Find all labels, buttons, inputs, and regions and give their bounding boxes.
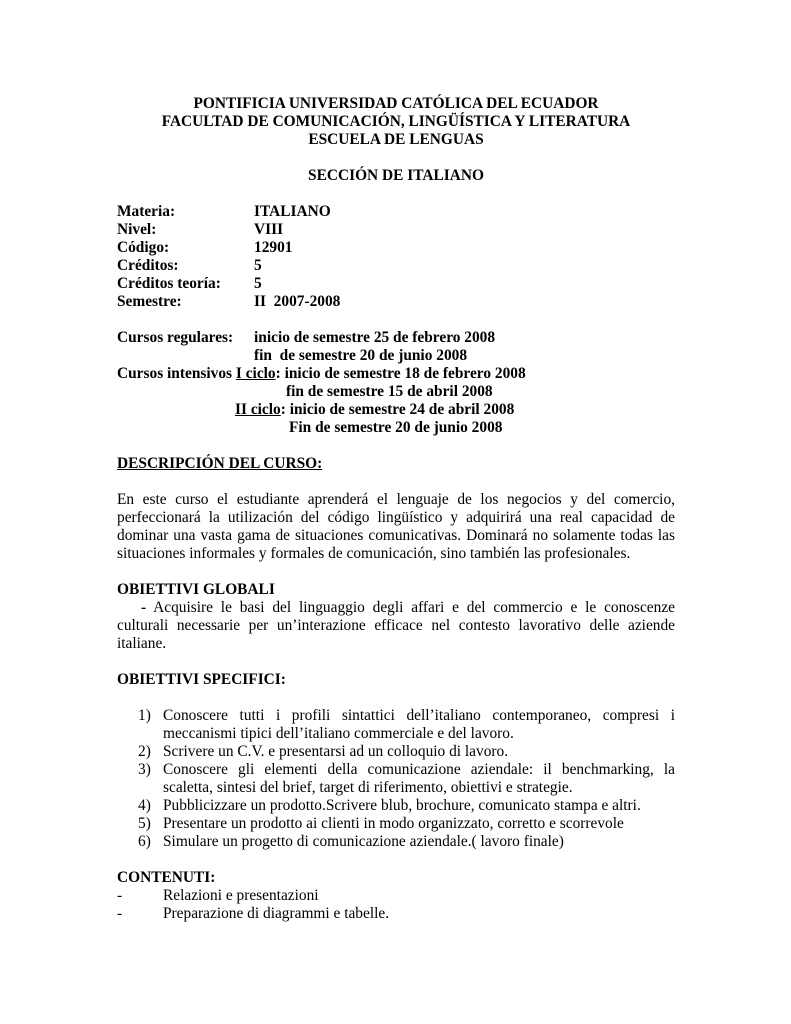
description-heading: DESCRIPCIÓN DEL CURSO:	[117, 455, 323, 472]
list-item-text: Preparazione di diagrammi e tabelle.	[163, 905, 390, 922]
info-label: Créditos:	[117, 257, 179, 274]
list-item	[117, 833, 675, 851]
list-item	[117, 707, 675, 743]
info-value: 5	[254, 275, 262, 292]
course-info	[117, 203, 675, 311]
info-row-subject	[117, 203, 675, 221]
cycle1-start-row	[117, 365, 675, 383]
faculty-name: FACULTAD DE COMUNICACIÓN, LINGÜÍSTICA Y LITERATURA	[161, 113, 631, 130]
cycle1-start: : inicio de semestre 18 de febrero 2008	[275, 365, 526, 382]
list-item-number: 1)	[138, 707, 151, 724]
description-text: En este curso el estudiante aprenderá el lenguaje de los negocios y del comercio, perfeccionará la utilización del código lingüístico y adquirirá una real capacidad de dominar una vasta gama de situaciones comunicativas. Dominará no solamente todas las situaciones informales y formales de comunicación, sino también las profesionales.	[117, 491, 675, 562]
cycle1-label: I ciclo	[235, 365, 276, 382]
contents-heading: CONTENUTI:	[117, 869, 216, 886]
document-header	[117, 95, 675, 185]
list-item-text: Simulare un progetto di comunicazione aziendale.( lavoro finale)	[163, 833, 564, 850]
list-item-text: Pubblicizzare un prodotto.Scrivere blub, brochure, comunicato stampa e altri.	[163, 797, 641, 814]
school-name: ESCUELA DE LENGUAS	[308, 131, 484, 148]
cycle2-start: : inicio de semestre 24 de abril 2008	[280, 401, 515, 418]
cycle2-label: II ciclo	[235, 401, 281, 418]
info-row-theory-credits	[117, 275, 675, 293]
global-objectives-body: Acquisire le basi del linguaggio degli affari e del commercio e le conoscenze culturali necessarie per un’interazione efficace nel contesto lavorativo delle aziende italiane.	[117, 599, 675, 652]
list-item-number: 4)	[138, 797, 151, 814]
cycle2-start-row	[117, 401, 675, 419]
info-value: ITALIANO	[254, 203, 331, 220]
info-row-credits	[117, 257, 675, 275]
list-item-dash: -	[117, 887, 123, 904]
list-item	[117, 743, 675, 761]
list-item-text: Conoscere tutti i profili sintattici dell’italiano contemporaneo, compresi i meccanismi tipici dell’italiano commerciale e del lavoro.	[163, 707, 675, 742]
contents-list	[117, 887, 675, 923]
info-label: Materia:	[117, 203, 176, 220]
list-item-text: Relazioni e presentazioni	[163, 887, 319, 904]
list-item-text: Scrivere un C.V. e presentarsi ad un colloquio di lavoro.	[163, 743, 509, 760]
info-label: Nivel:	[117, 221, 157, 238]
list-item-text: Conoscere gli elementi della comunicazione aziendale: il benchmarking, la scaletta, sintesi del brief, target di riferimento, obiettivi e strategie.	[163, 761, 675, 796]
section-title: SECCIÓN DE ITALIANO	[308, 167, 484, 184]
intensive-courses-label: Cursos intensivos	[117, 365, 236, 382]
cycle1-end: fin de semestre 15 de abril 2008	[286, 383, 493, 400]
regular-start: inicio de semestre 25 de febrero 2008	[254, 329, 496, 346]
specific-objectives-heading: OBIETTIVI SPECIFICI:	[117, 671, 286, 688]
info-label: Créditos teoría:	[117, 275, 221, 292]
info-value: 12901	[254, 239, 293, 256]
info-label: Semestre:	[117, 293, 182, 310]
list-item	[117, 905, 675, 923]
info-label: Código:	[117, 239, 170, 256]
global-objectives-heading: OBIETTIVI GLOBALI	[117, 581, 275, 598]
regular-courses-label: Cursos regulares:	[117, 329, 234, 346]
list-item	[117, 761, 675, 797]
list-item-dash: -	[117, 905, 123, 922]
specific-objectives-list	[117, 707, 675, 851]
university-name: PONTIFICIA UNIVERSIDAD CATÓLICA DEL ECUADOR	[193, 95, 599, 112]
info-row-level	[117, 221, 675, 239]
cycle2-end: Fin de semestre 20 de junio 2008	[289, 419, 503, 436]
document-page	[117, 95, 675, 923]
list-item	[117, 887, 675, 905]
info-row-code	[117, 239, 675, 257]
global-objectives-text	[117, 599, 675, 653]
global-objectives-dash: -	[141, 599, 147, 616]
info-value: VIII	[254, 221, 284, 238]
info-row-semester	[117, 293, 675, 311]
list-item-number: 5)	[138, 815, 151, 832]
regular-start-row	[117, 329, 675, 347]
info-value: II 2007-2008	[254, 293, 341, 310]
list-item	[117, 815, 675, 833]
list-item-number: 2)	[138, 743, 151, 760]
info-value: 5	[254, 257, 262, 274]
list-item-number: 6)	[138, 833, 151, 850]
course-schedule	[117, 329, 675, 437]
regular-end: fin de semestre 20 de junio 2008	[254, 347, 468, 364]
list-item-number: 3)	[138, 761, 151, 778]
list-item	[117, 797, 675, 815]
list-item-text: Presentare un prodotto ai clienti in modo organizzato, corretto e scorrevole	[163, 815, 624, 832]
